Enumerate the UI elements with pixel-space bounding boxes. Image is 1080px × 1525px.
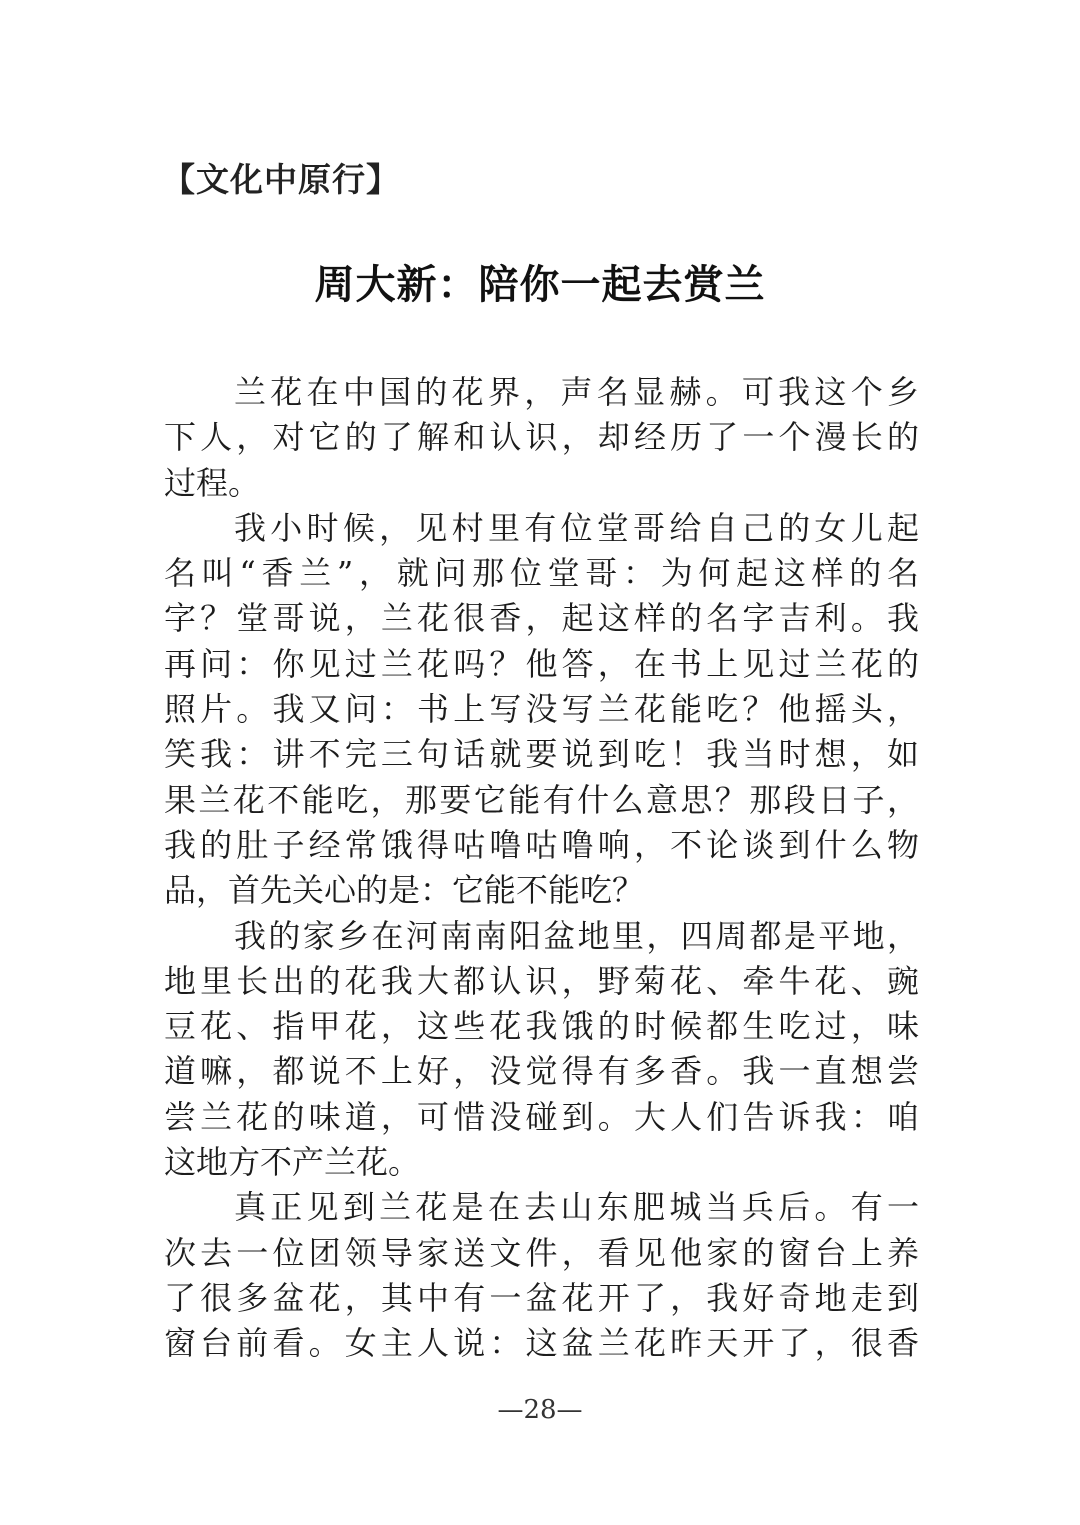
paragraph-2-line-5: 照片。我又问：书上写没写兰花能吃？他摇头， [164, 690, 919, 729]
paragraph-1-line-2: 下人，对它的了解和认识，却经历了一个漫长的 [164, 418, 919, 457]
article-title: 周大新：陪你一起去赏兰 [314, 261, 766, 308]
paragraph-2-line-3: 字？堂哥说，兰花很香，起这样的名字吉利。我 [164, 599, 919, 638]
paragraph-3-line-1: 我的家乡在河南南阳盆地里，四周都是平地， [234, 916, 919, 955]
paragraph-4-line-3: 了很多盆花，其中有一盆花开了，我好奇地走到 [164, 1278, 919, 1317]
paragraph-2-line-6: 笑我：讲不完三句话就要说到吃！我当时想，如 [164, 735, 919, 774]
paragraph-2-line-7: 果兰花不能吃，那要它能有什么意思？那段日子， [164, 780, 919, 819]
paragraph-3-line-6: 这地方不产兰花。 [164, 1143, 421, 1182]
page-number: —28— [497, 1395, 583, 1425]
paragraph-1-line-1: 兰花在中国的花界，声名显赫。可我这个乡 [234, 373, 919, 411]
article-body [164, 370, 919, 1367]
paragraph-3-line-4: 道嘛，都说不上好，没觉得有多香。我一直想尝 [164, 1052, 919, 1091]
paragraph-2-line-9: 品，首先关心的是：它能不能吃？ [164, 871, 645, 910]
paragraph-3-line-5: 尝兰花的味道，可惜没碰到。大人们告诉我：咱 [164, 1097, 919, 1136]
column-tag: 【文化中原行】 [162, 160, 400, 199]
paragraph-4-line-4: 窗台前看。女主人说：这盆兰花昨天开了，很香 [164, 1324, 919, 1363]
paragraph-4-line-2: 次去一位团领导家送文件，看见他家的窗台上养 [164, 1233, 919, 1272]
paragraph-3-line-3: 豆花、指甲花，这些花我饿的时候都生吃过，味 [164, 1007, 919, 1046]
paragraph-2-line-8: 我的肚子经常饿得咕噜咕噜响，不论谈到什么物 [164, 825, 919, 864]
paragraph-2-line-4: 再问：你见过兰花吗？他答，在书上见过兰花的 [164, 644, 919, 683]
paragraph-1-line-3: 过程。 [164, 463, 261, 502]
paragraph-2-line-2: 名叫“香兰”，就问那位堂哥：为何起这样的名 [164, 554, 919, 593]
paragraph-3-line-2: 地里长出的花我大都认识，野菊花、牵牛花、豌 [164, 961, 919, 1000]
paragraph-4-line-1: 真正见到兰花是在去山东肥城当兵后。有一 [234, 1188, 919, 1227]
paragraph-2-line-1: 我小时候，见村里有位堂哥给自己的女儿起 [234, 508, 919, 547]
